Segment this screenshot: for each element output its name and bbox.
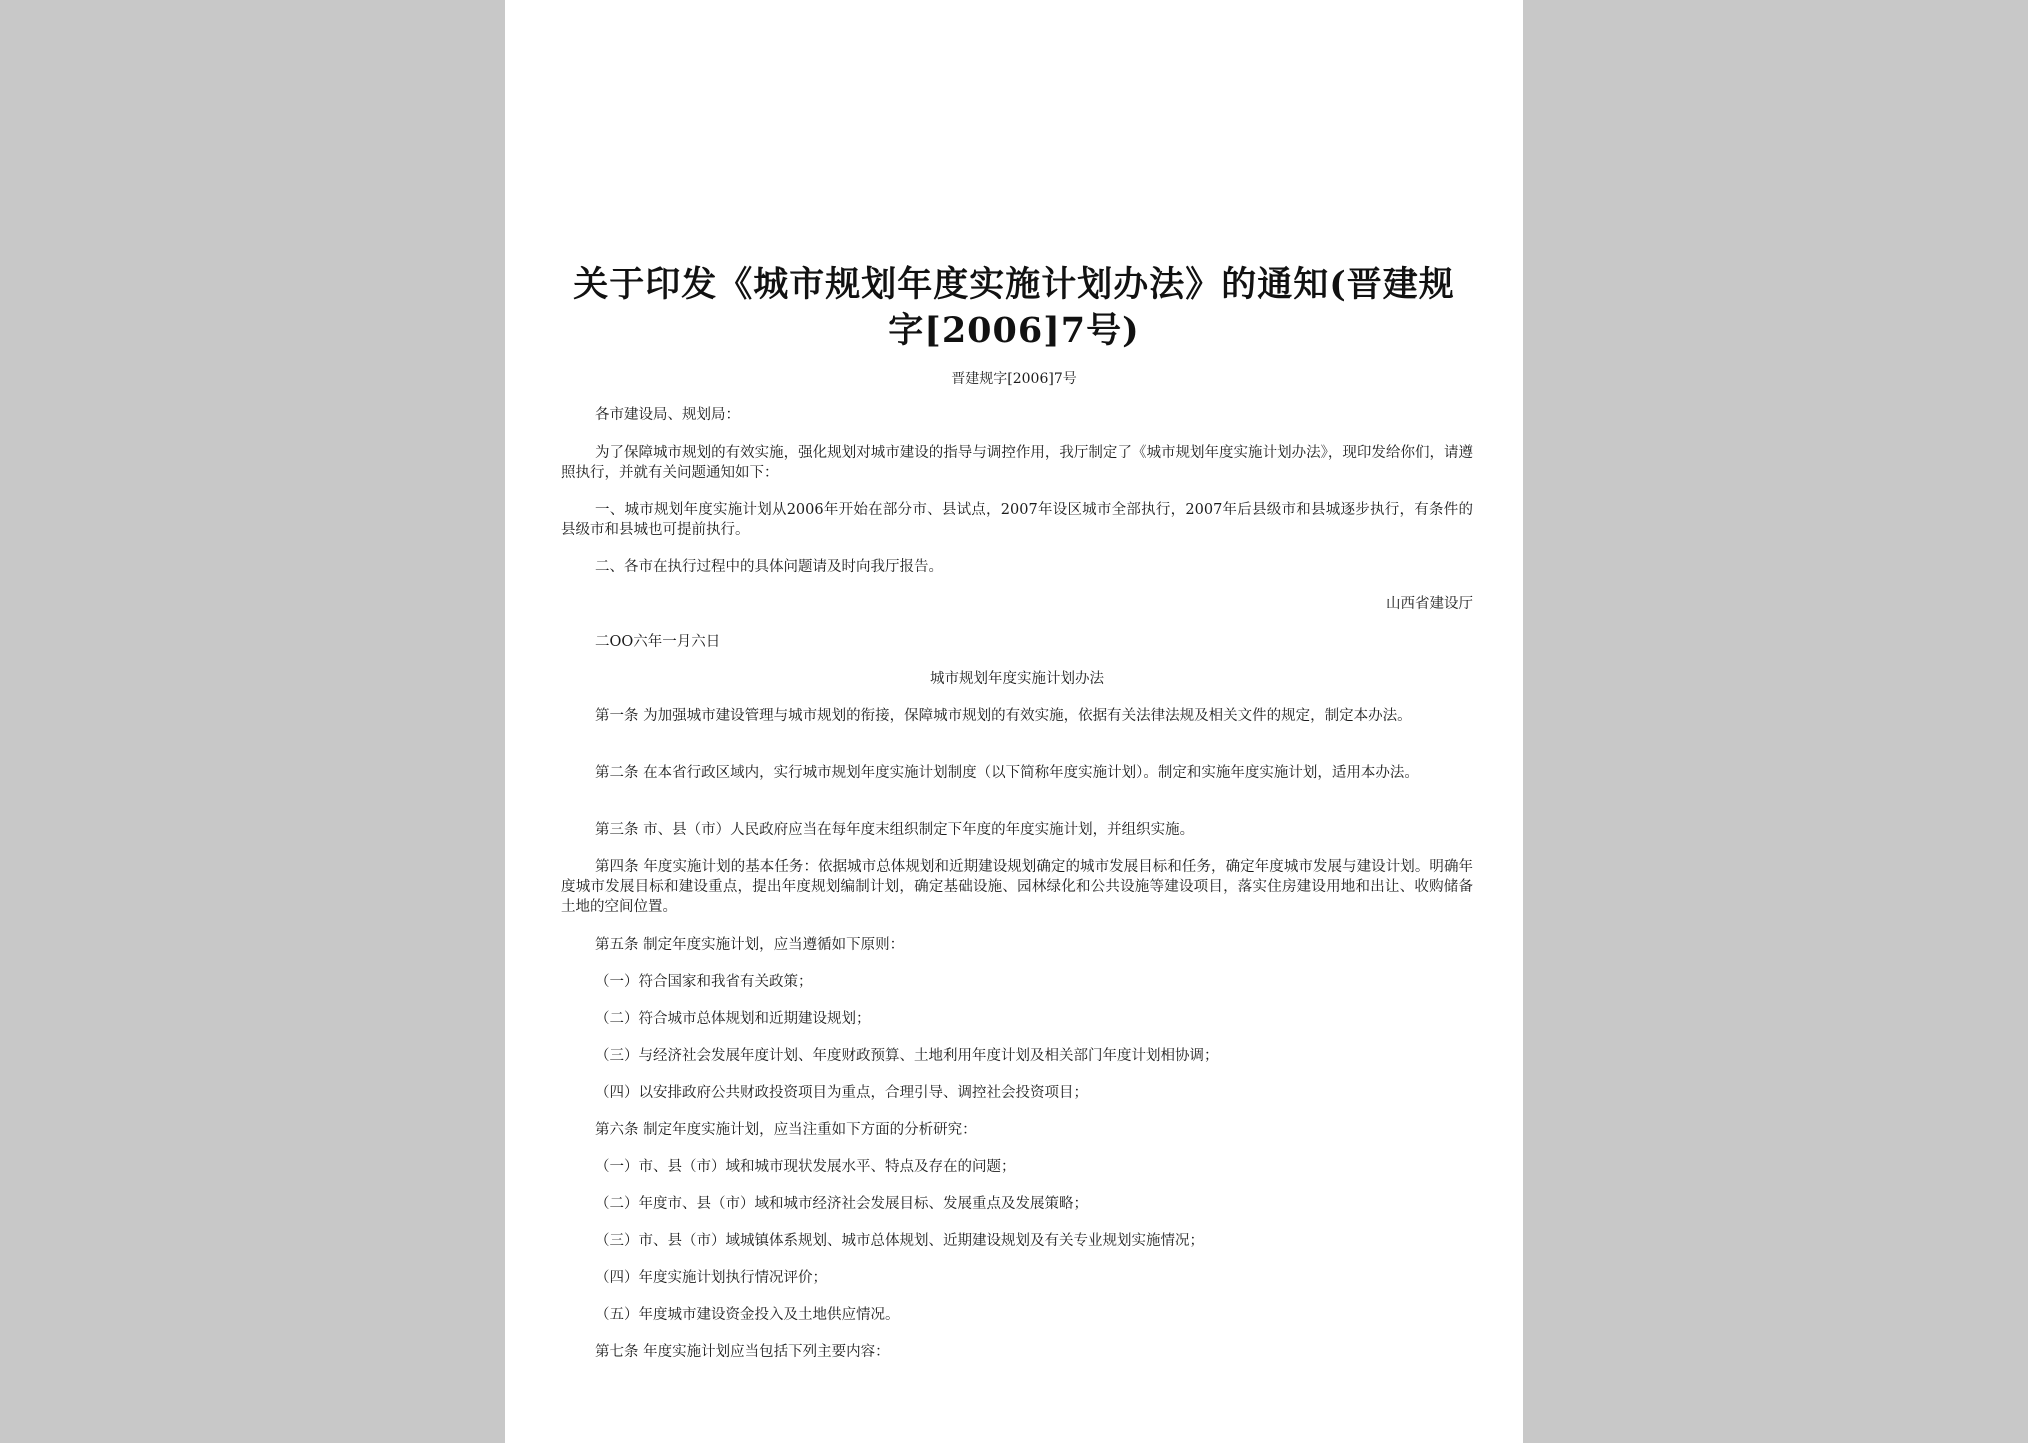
article-2: 第二条 在本省行政区域内，实行城市规划年度实施计划制度（以下简称年度实施计划）。制定和实施年度实施计划，适用本办法。 <box>595 765 1419 781</box>
article-1: 第一条 为加强城市建设管理与城市规划的衔接，保障城市规划的有效实施，依据有关法律法规及相关文件的规定，制定本办法。 <box>595 708 1412 724</box>
article-6-item-4: （四）年度实施计划执行情况评价； <box>595 1270 827 1286</box>
notice-item-2: 二、各市在执行过程中的具体问题请及时向我厅报告。 <box>595 559 943 575</box>
title-line-2: 字[2006]7号) <box>888 310 1140 351</box>
article-5-item-1: （一）符合国家和我省有关政策； <box>595 974 813 990</box>
article-7: 第七条 年度实施计划应当包括下列主要内容： <box>595 1344 890 1360</box>
document-page <box>505 0 1523 1443</box>
article-5-item-4: （四）以安排政府公共财政投资项目为重点，合理引导、调控社会投资项目； <box>595 1085 1088 1101</box>
document-number: 晋建规字[2006]7号 <box>951 371 1077 387</box>
article-6-item-3: （三）市、县（市）域城镇体系规划、城市总体规划、近期建设规划及有关专业规划实施情况； <box>595 1233 1204 1249</box>
article-6: 第六条 制定年度实施计划，应当注重如下方面的分析研究： <box>595 1122 977 1138</box>
title-line-1: 关于印发《城市规划年度实施计划办法》的通知(晋建规 <box>573 264 1455 305</box>
article-6-item-2: （二）年度市、县（市）域和城市经济社会发展目标、发展重点及发展策略； <box>595 1196 1088 1212</box>
article-3: 第三条 市、县（市）人民政府应当在每年度末组织制定下年度的年度实施计划，并组织实施。 <box>595 822 1195 838</box>
document-title <box>555 262 1473 354</box>
article-4: 第四条 年度实施计划的基本任务：依据城市总体规划和近期建设规划确定的城市发展目标和任务，确定年度城市发展与建设计划。明确年度城市发展目标和建设重点，提出年度规划编制计划，确定基础设施、园林绿化和公共设施等建设项目，落实住房建设用地和出让、收购储备土地的空间位置。 <box>561 859 1473 915</box>
issue-date: 二OO六年一月六日 <box>595 634 721 650</box>
intro-paragraph: 为了保障城市规划的有效实施，强化规划对城市建设的指导与调控作用，我厅制定了《城市规划年度实施计划办法》，现印发给你们，请遵照执行，并就有关问题通知如下： <box>561 445 1473 481</box>
article-5-item-3: （三）与经济社会发展年度计划、年度财政预算、土地利用年度计划及相关部门年度计划相协调； <box>595 1048 1219 1064</box>
article-6-item-5: （五）年度城市建设资金投入及土地供应情况。 <box>595 1307 900 1323</box>
article-5: 第五条 制定年度实施计划，应当遵循如下原则： <box>595 937 905 953</box>
article-5-item-2: （二）符合城市总体规划和近期建设规划； <box>595 1011 871 1027</box>
issuer: 山西省建设厅 <box>1386 596 1473 612</box>
notice-item-1: 一、城市规划年度实施计划从2006年开始在部分市、县试点，2007年设区城市全部执行，2007年后县级市和县城逐步执行，有条件的县级市和县城也可提前执行。 <box>561 502 1473 538</box>
attachment-title: 城市规划年度实施计划办法 <box>930 671 1104 687</box>
salutation: 各市建设局、规划局： <box>595 407 740 423</box>
article-6-item-1: （一）市、县（市）域和城市现状发展水平、特点及存在的问题； <box>595 1159 1016 1175</box>
